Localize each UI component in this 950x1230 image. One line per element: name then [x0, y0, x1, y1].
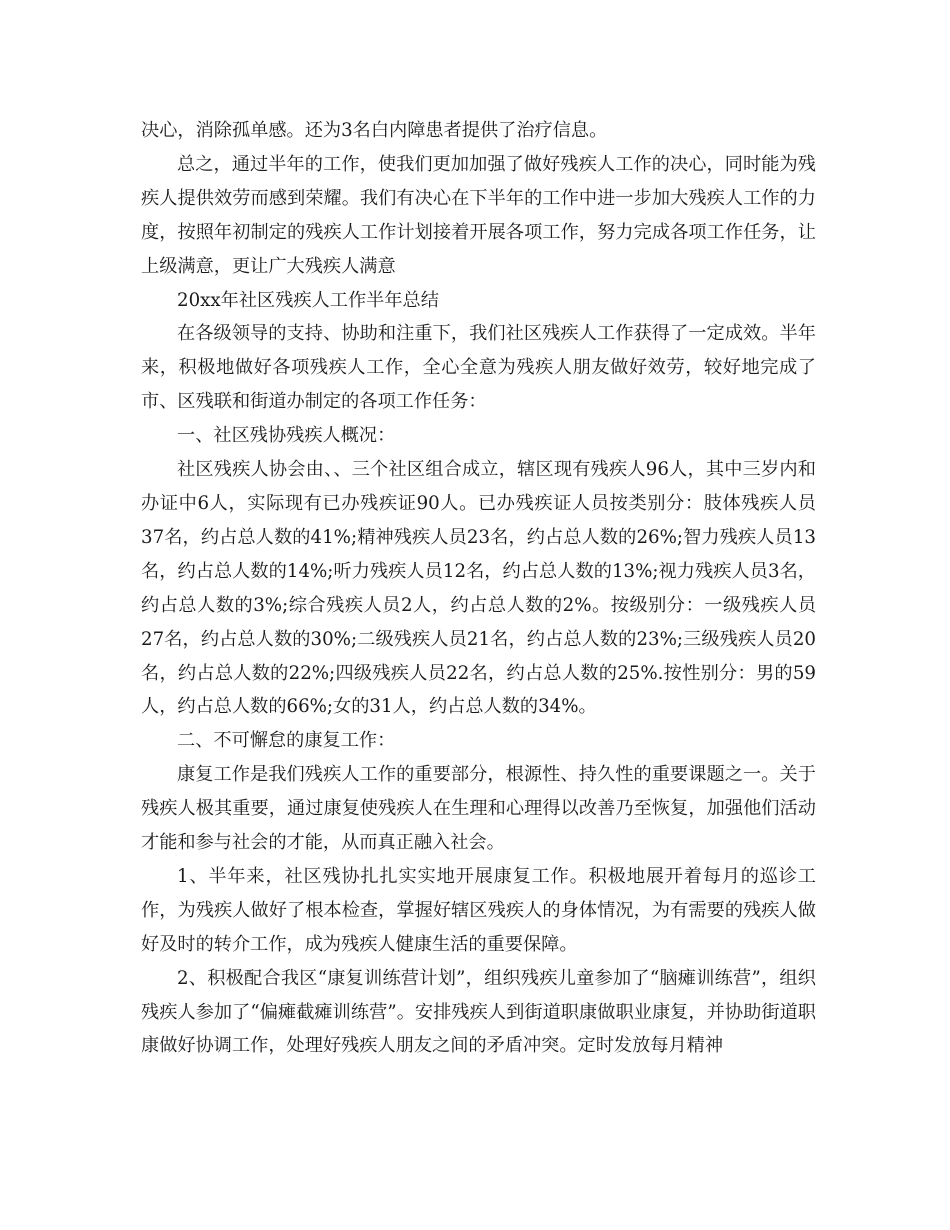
paragraph-continuation: 决心，消除孤单感。还为3名白内障患者提供了治疗信息。	[141, 120, 608, 141]
heading-overview: 一、社区残协残疾人概况：	[177, 425, 396, 447]
paragraph-statistics: 社区残疾人协会由、、三个社区组合成立，辖区现有残疾人96人，其中三岁内和办证中6人，实际现有已办残疾证90人。已办残疾证人员按类别分：肢体残疾人员37名，约占总人数的41%;精神残疾人员23名，约占总人数的26%;智力残疾人员13名，约占总人数的14%;听力残疾人员12名，约占总人数的13%;视力残疾人员3名，约占总人数的3%;综合残疾人员2人，约占总人数的2%。按级别分：一级残疾人员27名，约占总人数的30%;二级残疾人员21名，约占总人数的23%;三级残疾人员20名，约占总人数的22%;四级残疾人员22名，约占总人数的25%.按性别分：男的59人，约占总人数的66%;女的31人，约占总人数的34%。	[141, 459, 816, 718]
section-title: 20xx年社区残疾人工作半年总结	[177, 289, 439, 311]
paragraph-conclusion: 总之，通过半年的工作，使我们更加加强了做好残疾人工作的决心，同时能为残疾人提供效劳而感到荣耀。我们有决心在下半年的工作中进一步加大残疾人工作的力度，按照年初制定的残疾人工作计划接着开展各项工作，努力完成各项工作任务，让上级满意，更让广大残疾人满意	[141, 153, 816, 277]
heading-rehabilitation: 二、不可懈怠的康复工作：	[177, 730, 396, 752]
paragraph-rehabilitation: 康复工作是我们残疾人工作的重要部分，根源性、持久性的重要课题之一。关于残疾人极其重要，通过康复使残疾人在生理和心理得以改善乃至恢复，加强他们活动才能和参与社会的才能，从而真正融入社会。	[141, 764, 816, 854]
document-body	[141, 114, 816, 1063]
list-item-2: 2、积极配合我区“康复训练营计划”，组织残疾儿童参加了“脑瘫训练营”，组织残疾人参加了“偏瘫截瘫训练营”。安排残疾人到街道职康做职业康复，并协助街道职康做好协调工作，处理好残疾人朋友之间的矛盾冲突。定时发放每月精神	[141, 967, 816, 1057]
paragraph-intro: 在各级领导的支持、协助和注重下，我们社区残疾人工作获得了一定成效。半年来，积极地做好各项残疾人工作，全心全意为残疾人朋友做好效劳，较好地完成了市、区残联和街道办制定的各项工作任务：	[141, 323, 816, 413]
list-item-1: 1、半年来，社区残协扎扎实实地开展康复工作。积极地展开着每月的巡诊工作，为残疾人做好了根本检查，掌握好辖区残疾人的身体情况，为有需要的残疾人做好及时的转介工作，成为残疾人健康生活的重要保障。	[141, 865, 816, 955]
